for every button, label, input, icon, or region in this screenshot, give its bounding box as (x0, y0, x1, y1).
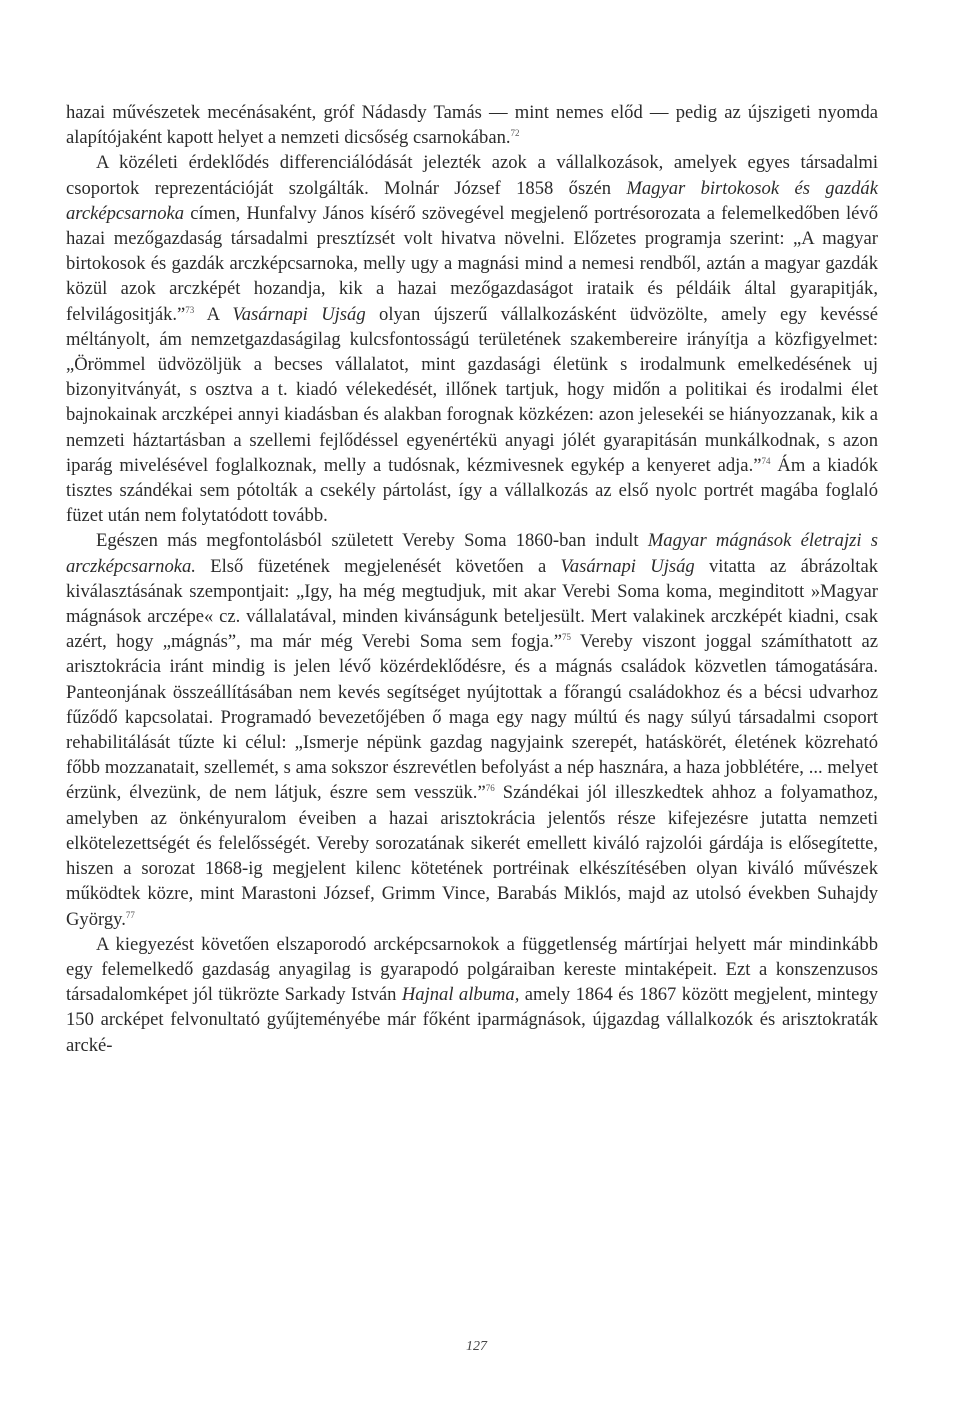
text-run: A (194, 303, 233, 325)
text-run: Szándékai jól illeszkedtek ahhoz a folyamathoz, amelyben az önkényuralom éveiben a hazai arisztokrácia jelentős része kifejezésre jutatta nemzeti elkötelezettségét és felelősségét. Vereby sorozatának sikerét emellett kiváló rajzolói gárdája is elősegítette, hiszen a sorozat 1868-ig megjelent kilenc kötetének portréinak elkészítésében olyan kiváló művészek működtek közre, mint Marastoni József, Grimm Vince, Barabás Miklós, majd az utolsó években Suhajdy György. (66, 782, 879, 930)
text-run: Ám a kiadók tisztes szándékai sem pótolták a csekély pártolást, így a vállalkozás az első nyolc portrét magába foglaló füzet után nem folytatódott tovább. (66, 454, 878, 527)
italic-title: Vasárnapi Ujság (232, 303, 366, 325)
text-run: Vereby viszont joggal számíthatott az arisztokrácia iránt mindig is jelen lévő közérdeklődésre, és a mágnás családok közvetlen támogatására. Panteonjának összeállításában nem kevés segítséget nyújtottak a főrangú családokhoz és a bécsi udvarhoz fűződő kapcsolatai. Programadó bevezetőjében ő maga egy nagy múltú és nagy súlyú társadalmi csoport rehabilitálását tűzte ki célul: „Ismerje népünk gazdag nagyjaink szerepét, hatáskörét, életének közreható főbb mozzanatait, szellemét, s ama sokszor észrevétlen befolyást a nép hasznára, a haza jobblétére, ... melyet érzünk, élvezünk, de nem látjuk, észre sem vesszük.” (66, 631, 878, 804)
paragraph-1 (66, 100, 878, 150)
text-run: hazai művészetek mecénásaként, gróf Nádasdy Tamás — mint nemes előd — pedig az újszigeti nyomda alapítójaként kapott helyet a nemzeti dicsőség csarnokában. (66, 102, 878, 149)
text-run: olyan újszerű vállalkozásként üdvözölte, amely egy kevéssé méltányolt, ám nemzetgazdaságilag kulcsfontosságú területének szakembereire irányítja a közfigyelmet: „Örömmel üdvözöljük a becses vállalatot, mint gazdasági életünk s irodalmunk emelkedésének uj bizonyitványát, s osztva a t. kiadó vélekedését, illőnek tartjuk, hogy midőn a politikai és irodalmi élet bajnokainak arczképei annyi kiadásban és alakban forognak közkézen: azon jelesekéi se hiányozzanak, kik a nemzeti háztartásban a szellemi fejlődéssel egyenértékü anyagi jólét gyarapitásán munkálkodnak, s azon iparág mivelésével foglalkoznak, melly a tudósnak, kézmivesnek egykép a kenyeret adja.” (66, 303, 878, 476)
italic-title: Magyar birtokosok és gazdák arcképcsarnoka (66, 177, 878, 224)
text-run: vitatta az ábrázoltak kiválasztásának szempontjait: „Igy, ha még megtudjuk, mit akar Verebi Soma koma, meginditott »Magyar mágnások arczépe« cz. vállalatával, minden kivánságunk beteljesült. Mert valakinek arczképét kiadni, csak azért, hogy „mágnás”, ma már még Verebi Soma sem fogja.” (66, 555, 879, 653)
text-run: címen, Hunfalvy János kísérő szövegével megjelenő portrésorozata a felemelkedőben lévő hazai mezőgazdaság társadalmi presztízsét volt hivatva növelni. Előzetes programja szerint: „A magyar birtokosok és gazdák arczképcsarnoka, melly ugy a magnási mind a nemesi rendből, aztán a magyar gazdák közül azok arczképét hozandja, kik a hazai mezőgazdaságot irataik és példáik által gyarapitják, felvilágositják.” (66, 202, 878, 325)
page-number: 127 (466, 1339, 487, 1354)
footnote-marker: 77 (125, 909, 135, 920)
paragraph-3 (66, 528, 878, 931)
italic-title: Vasárnapi Ujság (560, 555, 695, 577)
text-run: Első füzetének megjelenését követően a (195, 555, 561, 577)
footnote-marker: 74 (761, 455, 771, 466)
paragraph-4 (66, 932, 878, 1058)
footnote-marker: 73 (185, 304, 195, 315)
footnote-marker: 76 (485, 783, 495, 794)
text-run: Egészen más megfontolásból született Vereby Soma 1860-ban indult (96, 530, 648, 552)
italic-title: Magyar mágnások életrajzi s arczképcsarnoka. (66, 530, 878, 577)
footnote-marker: 75 (561, 632, 571, 643)
text-run: amely 1864 és 1867 között megjelent, mintegy 150 arcképet felvonultató gyűjteményébe már főként iparmágnások, újgazdag vállalkozók és arisztokraták arcké- (66, 984, 878, 1056)
paragraph-2 (66, 150, 878, 528)
footnote-marker: 72 (510, 128, 520, 139)
italic-title: Hajnal albuma, (401, 984, 520, 1006)
text-run: A közéleti érdeklődés differenciálódását jelezték azok a vállalkozások, amelyek egyes társadalmi csoportok reprezentációját szolgálták. Molnár József 1858 őszén (66, 152, 878, 199)
text-run: A kiegyezést követően elszaporodó arcképcsarnokok a függetlenség mártírjai helyett már mindinkább egy felemelkedő gazdaság anyagilag is gyarapodó polgáraiban kereste mintaképeit. Ezt a konszenzusos társadalomképet jól tükrözte Sarkady István (66, 933, 878, 1006)
body-text (66, 100, 878, 1058)
